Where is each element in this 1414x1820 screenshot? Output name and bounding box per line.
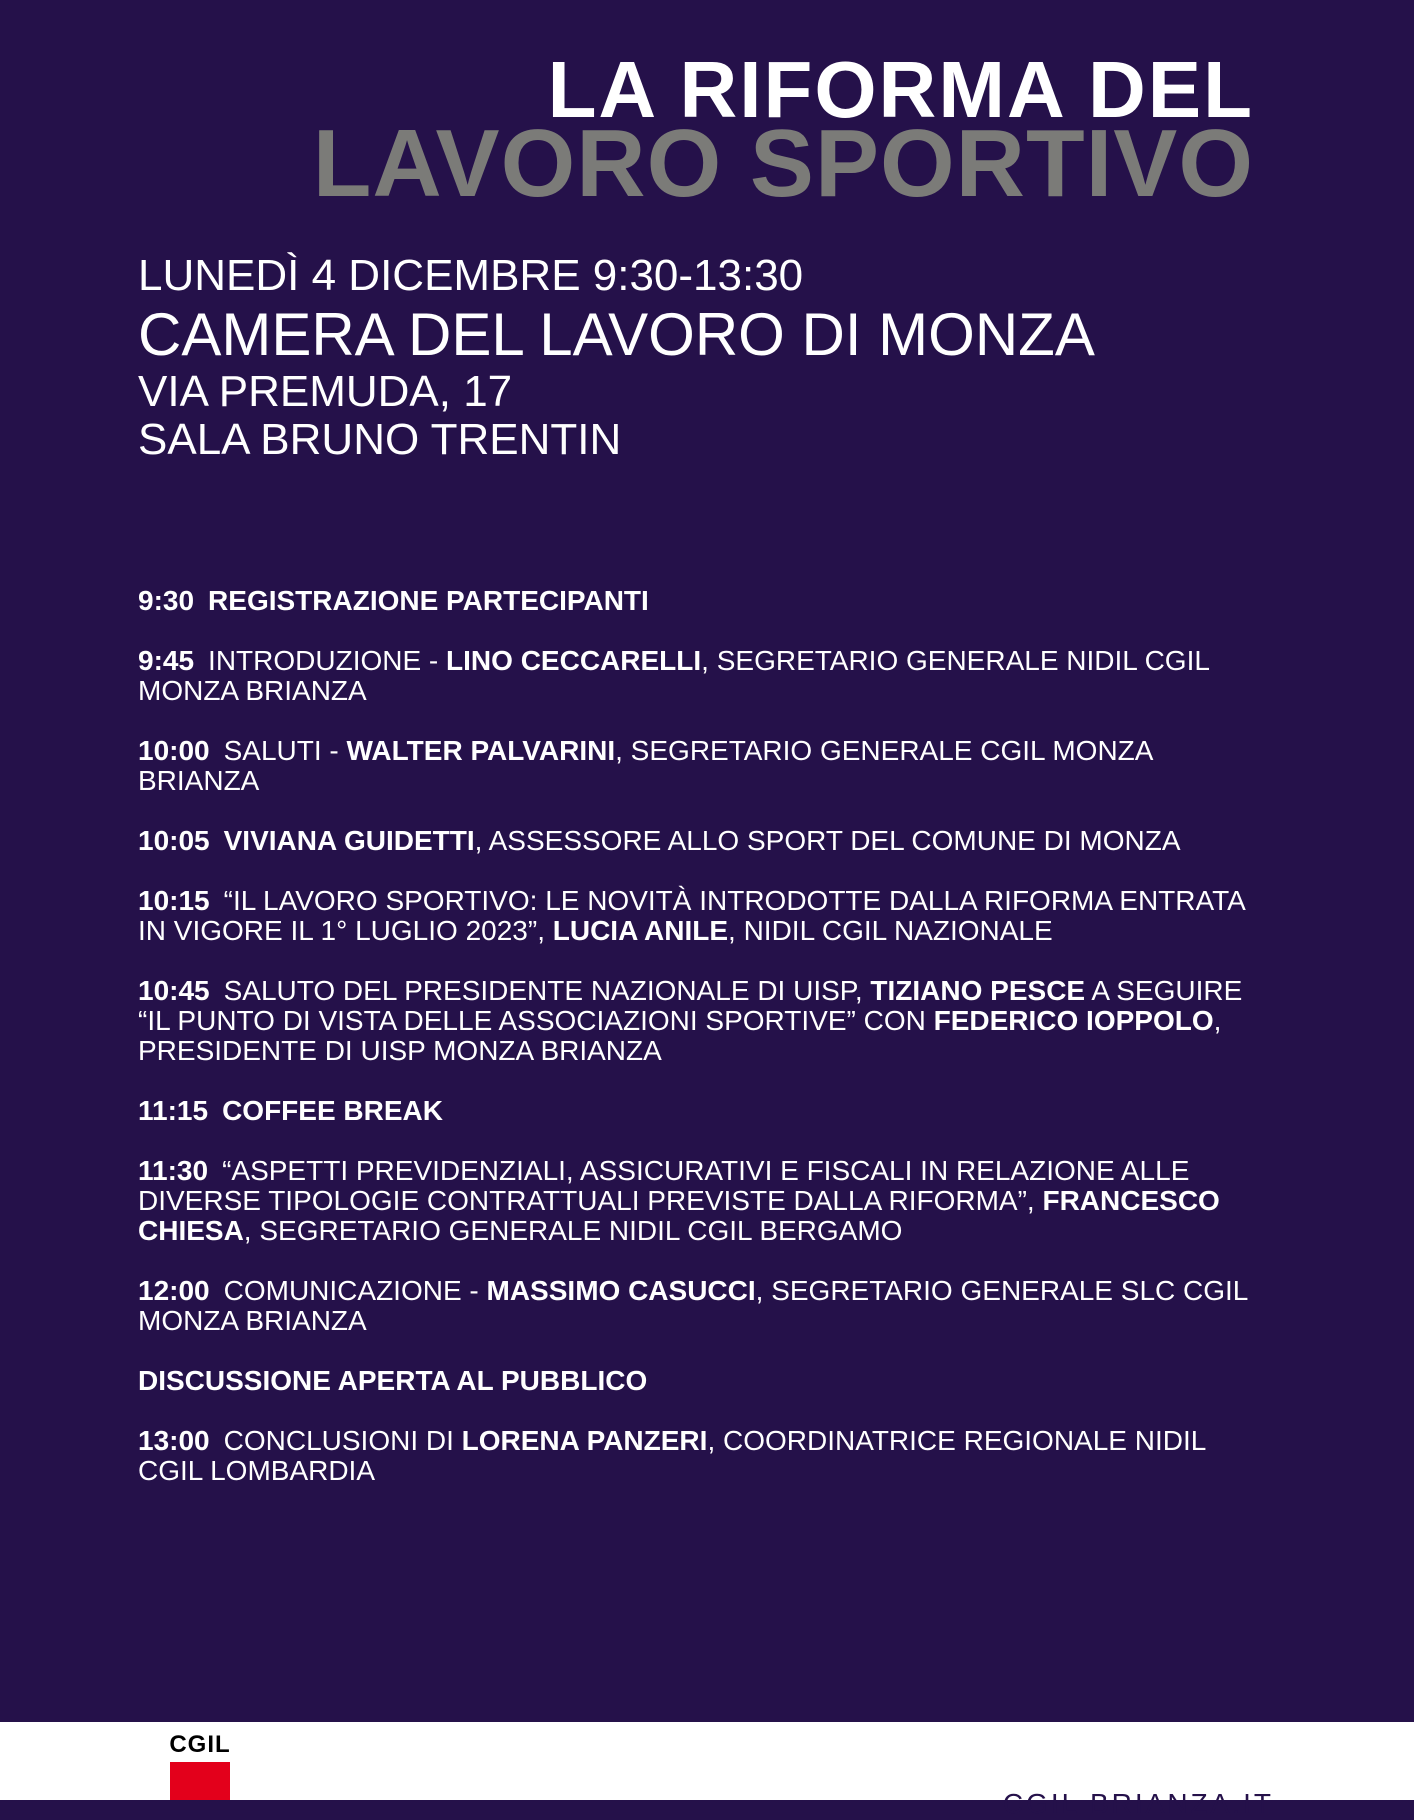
agenda-text: “ASPETTI PREVIDENZIALI, ASSICURATIVI E FISCALI IN RELAZIONE ALLE DIVERSE TIPOLOGIE CONTRATTUALI PREVISTE DALLA RIFORMA”, (138, 1155, 1190, 1216)
agenda-highlight: COFFEE BREAK (222, 1095, 443, 1126)
agenda-text: SALUTI - (223, 735, 347, 766)
agenda-text: “IL LAVORO SPORTIVO: LE NOVITÀ INTRODOTTE DALLA RIFORMA ENTRATA IN VIGORE IL 1° LUGLIO 2023”, (138, 885, 1245, 946)
agenda-text: , ASSESSORE ALLO SPORT DEL COMUNE DI MONZA (474, 825, 1181, 856)
title-line-2: LAVORO SPORTIVO (312, 110, 1254, 217)
cgil-logo-mark (170, 1762, 230, 1800)
agenda-text: SALUTO DEL PRESIDENTE NAZIONALE DI UISP, (223, 975, 871, 1006)
agenda-time: 10:45 (138, 975, 210, 1006)
agenda-time: 9:45 (138, 645, 195, 676)
agenda-highlight: FRANCESCO CHIESA (138, 1185, 1220, 1246)
agenda-time: 11:30 (138, 1155, 209, 1186)
agenda-item (138, 1156, 1272, 1246)
agenda-item (138, 1366, 1272, 1396)
event-room: SALA BRUNO TRENTIN (138, 415, 622, 464)
cgil-logo-text: CGIL (169, 1731, 231, 1758)
agenda-text: , NIDIL CGIL NAZIONALE (728, 915, 1053, 946)
agenda-text: , SEGRETARIO GENERALE CGIL MONZA BRIANZA (138, 735, 1152, 796)
agenda-text: COMUNICAZIONE - (223, 1275, 487, 1306)
footer-website: CGIL BRIANZA.IT (1002, 1788, 1274, 1819)
agenda-highlight: LORENA PANZERI (461, 1425, 708, 1456)
agenda-time: 9:30 (138, 585, 195, 616)
cgil-logo (164, 1732, 236, 1800)
agenda-text: CONCLUSIONI DI (223, 1425, 462, 1456)
agenda-time: 11:15 (138, 1095, 209, 1126)
agenda-highlight: WALTER PALVARINI (346, 735, 616, 766)
agenda-highlight: LUCIA ANILE (552, 915, 729, 946)
footer (0, 1722, 1414, 1819)
agenda-item (138, 826, 1272, 856)
agenda-item (138, 586, 1272, 616)
agenda-text: A SEGUIRE “IL PUNTO DI VISTA DELLE ASSOCIAZIONI SPORTIVE” CON (138, 975, 1243, 1036)
agenda-text: , SEGRETARIO GENERALE NIDIL CGIL BERGAMO (243, 1215, 903, 1246)
agenda-text: , PRESIDENTE DI UISP MONZA BRIANZA (138, 1005, 1222, 1066)
agenda-item (138, 736, 1272, 796)
event-date: LUNEDÌ 4 DICEMBRE 9:30-13:30 (138, 251, 804, 300)
agenda-highlight: MASSIMO CASUCCI (486, 1275, 756, 1306)
agenda-highlight: LINO CECCARELLI (446, 645, 702, 676)
agenda-time: 10:00 (138, 735, 210, 766)
title-line-1: LA RIFORMA DEL (547, 45, 1254, 134)
agenda-highlight: FEDERICO IOPPOLO (933, 1005, 1214, 1036)
agenda-text: , SEGRETARIO GENERALE SLC CGIL MONZA BRIANZA (138, 1275, 1248, 1336)
agenda-time: 10:05 (138, 825, 210, 856)
agenda-time: 13:00 (138, 1425, 210, 1456)
agenda-highlight: DISCUSSIONE APERTA AL PUBBLICO (138, 1365, 648, 1396)
event-info (138, 250, 1278, 464)
event-venue: CAMERA DEL LAVORO DI MONZA (138, 301, 1095, 368)
agenda-text: , COORDINATRICE REGIONALE NIDIL CGIL LOMBARDIA (138, 1425, 1206, 1486)
event-address: VIA PREMUDA, 17 (138, 367, 513, 416)
agenda-item (138, 1426, 1272, 1486)
agenda-item (138, 976, 1272, 1066)
agenda-list (138, 586, 1272, 1516)
agenda-highlight: VIVIANA GUIDETTI (223, 825, 475, 856)
agenda-item (138, 886, 1272, 946)
agenda-highlight: TIZIANO PESCE (870, 975, 1086, 1006)
agenda-item (138, 1096, 1272, 1126)
agenda-time: 12:00 (138, 1275, 210, 1306)
agenda-item (138, 1276, 1272, 1336)
agenda-item (138, 646, 1272, 706)
agenda-time: 10:15 (138, 885, 210, 916)
agenda-highlight: REGISTRAZIONE PARTECIPANTI (208, 585, 649, 616)
agenda-text: INTRODUZIONE - (208, 645, 447, 676)
agenda-text: , SEGRETARIO GENERALE NIDIL CGIL MONZA BRIANZA (138, 645, 1209, 706)
